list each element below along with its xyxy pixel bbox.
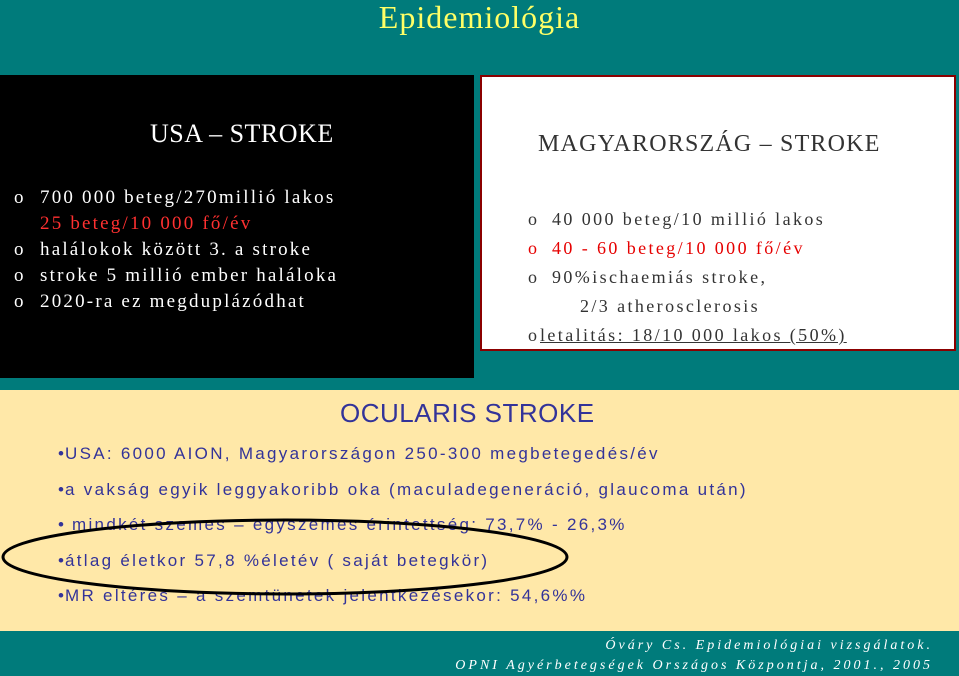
bullet-o: o bbox=[528, 238, 540, 258]
list-item-text: letalitás: 18/10 000 lakos (50%) bbox=[540, 325, 847, 345]
highlight-ellipse-shape bbox=[3, 520, 567, 594]
list-item-text: stroke 5 millió ember haláloka bbox=[40, 265, 339, 286]
list-item bbox=[58, 476, 748, 512]
hungary-stroke-heading: MAGYARORSZÁG – STROKE bbox=[538, 131, 881, 157]
list-item-text: USA: 6000 AION, Magyarországon 250-300 megbetegedés/év bbox=[65, 444, 660, 463]
bullet-dot: • bbox=[58, 586, 67, 605]
usa-stroke-heading: USA – STROKE bbox=[150, 119, 334, 148]
hungary-stroke-list bbox=[528, 205, 847, 350]
citation-line-2: OPNI Agyérbetegségek Országos Központja, 2001., 2005 bbox=[455, 658, 933, 673]
slide-title: Epidemiológia bbox=[378, 0, 581, 35]
list-item bbox=[528, 292, 847, 321]
list-item-text: 40 - 60 beteg/10 000 fő/év bbox=[552, 238, 805, 258]
hungary-stroke-panel bbox=[480, 75, 956, 351]
bullet-o: o bbox=[14, 187, 26, 208]
bullet-o: o bbox=[528, 209, 540, 229]
usa-stroke-list bbox=[14, 185, 338, 315]
list-item bbox=[14, 185, 338, 211]
source-citation bbox=[455, 636, 933, 676]
bullet-dot: • bbox=[58, 515, 67, 534]
list-item-text: átlag életkor 57,8 %életév ( saját betegkör) bbox=[65, 550, 490, 570]
bullet-o: o bbox=[14, 291, 26, 312]
list-item-text: a vakság egyik leggyakoribb oka (maculadegeneráció, glaucoma után) bbox=[65, 479, 748, 499]
list-item bbox=[14, 237, 338, 263]
bullet-o: o bbox=[528, 267, 540, 287]
list-item-text: mindkét szemes – egyszemes érintettség: 73,7% - 26,3% bbox=[65, 515, 627, 534]
list-item bbox=[528, 205, 847, 234]
list-item bbox=[528, 321, 847, 350]
list-item-text: 25 beteg/10 000 fő/év bbox=[40, 213, 253, 234]
list-item-text: 700 000 beteg/270millió lakos bbox=[40, 187, 336, 208]
list-item-text: 2/3 atherosclerosis bbox=[580, 296, 761, 316]
bullet-dot: • bbox=[58, 479, 67, 499]
list-item bbox=[14, 289, 338, 315]
list-item-text: 90%ischaemiás stroke, bbox=[552, 267, 768, 287]
list-item bbox=[528, 263, 847, 292]
citation-line-1: Óváry Cs. Epidemiológiai vizsgálatok. bbox=[605, 638, 933, 653]
bullet-dot: • bbox=[58, 550, 67, 570]
ocularis-stroke-heading: OCULARIS STROKE bbox=[340, 398, 595, 428]
bullet-o: o bbox=[14, 239, 26, 260]
list-item bbox=[14, 263, 338, 289]
bullet-dot: • bbox=[58, 444, 67, 463]
bullet-o: o bbox=[528, 325, 540, 345]
list-item bbox=[528, 234, 847, 263]
list-item-text: 40 000 beteg/10 millió lakos bbox=[552, 209, 826, 229]
bullet-o: o bbox=[14, 265, 26, 286]
usa-stroke-panel bbox=[0, 75, 474, 378]
list-item bbox=[58, 440, 748, 476]
list-item-text: MR eltérés – a szemtünetek jelentkezésekor: 54,6%% bbox=[65, 586, 588, 605]
list-item-text: halálokok között 3. a stroke bbox=[40, 239, 313, 260]
list-item bbox=[14, 211, 338, 237]
highlight-ellipse bbox=[0, 512, 959, 612]
list-item-text: 2020-ra ez megduplázódhat bbox=[40, 291, 307, 312]
